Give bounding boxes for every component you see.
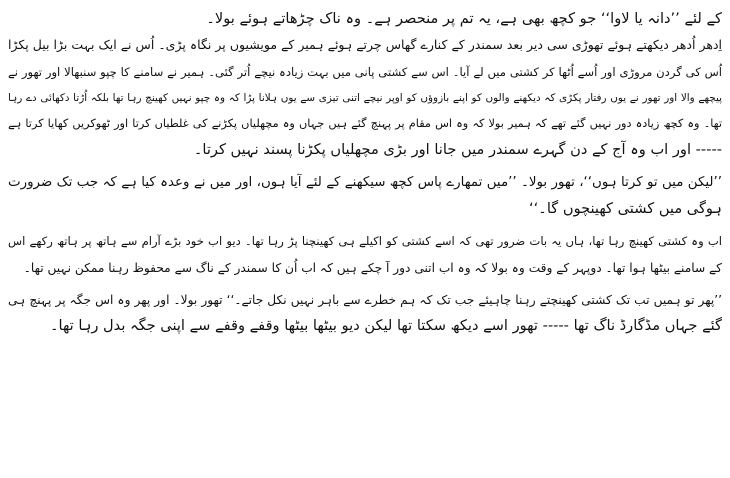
text-line: ’’پھر تو ہمیں تب تک کشتی کھینچتے رہنا چاہیئے جب تک کہ ہم خطرے سے باہر نہیں نکل جاتے۔‘‘ تھور بولا۔ اور پھر وہ اس جگہ پر پہنچ ہی	[8, 292, 722, 307]
text-line: تھا۔ وہ کچھ زیادہ دور نہیں گئے تھے کہ ہمیر بولا کہ وہ اس مقام پر پہنچ گئے ہیں جہاں وہ مچھلیاں پکڑنے کی غلطیاں کرتا اور ٹھوکریں کھایا کرتا ہے	[8, 117, 722, 131]
text-line: اب وہ کشتی کھینچ رہا تھا، ہاں یہ بات ضرور تھی کہ اسے کشتی کو اکیلے ہی کھینچنا پڑ رہا تھا۔ دیو اب خود بڑے آرام سے ہاتھ پر ہاتھ رکھے اس	[8, 234, 722, 249]
text-line: اِدھر اُدھر دیکھتے ہوئے تھوڑی سی دیر بعد سمندر کے کنارے گھاس چرتے ہوئے ہمیر کے مویشیوں پر نگاہ پڑی۔ اُس نے ایک بہت بڑا بیل پکڑا	[8, 37, 722, 53]
text-line: پیچھے والا اور تھور نے یوں رفتار پکڑی کہ دیکھنے والوں کو اپنے بازوؤں کو اوپر نیچے اتنی تیزی سے یوں ہلانا پڑا کہ وہ چپو نہیں کھینچ رہا تھا بلکہ اُڑتا دکھائی دے رہا	[8, 91, 722, 104]
text-line: گئے جہاں مڈگارڈ ناگ تھا ----- تھور اسے دیکھ سکتا تھا لیکن دیو بیٹھا بیٹھا وقفے وقفے سے اپنی جگہ بدل رہا تھا۔	[49, 317, 722, 335]
paragraph	[8, 6, 722, 32]
text-line: ’’لیکن میں تو کرتا ہوں‘‘، تھور بولا۔ ’’میں تمھارے پاس کچھ سیکھنے کے لئے آیا ہوں، اور میں نے وعدہ کیا ہے کہ جب تک ضرورت	[8, 174, 722, 190]
text-line: ----- اور اب وہ آج کے دن گہرے سمندر میں جانا اور بڑی مچھلیاں پکڑنا پسند نہیں کرتا۔	[193, 141, 722, 159]
text-line: ہوگی میں کشتی کھینچوں گا۔‘‘	[528, 200, 722, 218]
text-line: کے لئے ’’دانہ یا لاوا‘‘ جو کچھ بھی ہے، یہ تم پر منحصر ہے۔ وہ ناک چڑھاتے ہوئے بولا۔	[206, 10, 722, 27]
paragraph	[8, 228, 722, 281]
text-line: اُس کی گردن مروڑی اور اُسے اُٹھا کر کشتی میں لے آیا۔ اس سے کشتی پانی میں بہت زیادہ نیچے اُتر گئی۔ ہمیر نے سامنے کا چپو سنبھالا اور تھور نے	[8, 64, 722, 79]
paragraph	[8, 32, 722, 163]
text-line: کے سامنے بیٹھا ہوا تھا۔ دوپہر کے وقت وہ بولا کہ وہ اب اتنی دور آ چکے ہیں کہ اب اُن کا سمندر کے ناگ سے محفوظ رہنا ممکن نہیں تھا۔	[23, 260, 722, 275]
paragraph	[8, 170, 722, 223]
paragraph	[8, 287, 722, 340]
